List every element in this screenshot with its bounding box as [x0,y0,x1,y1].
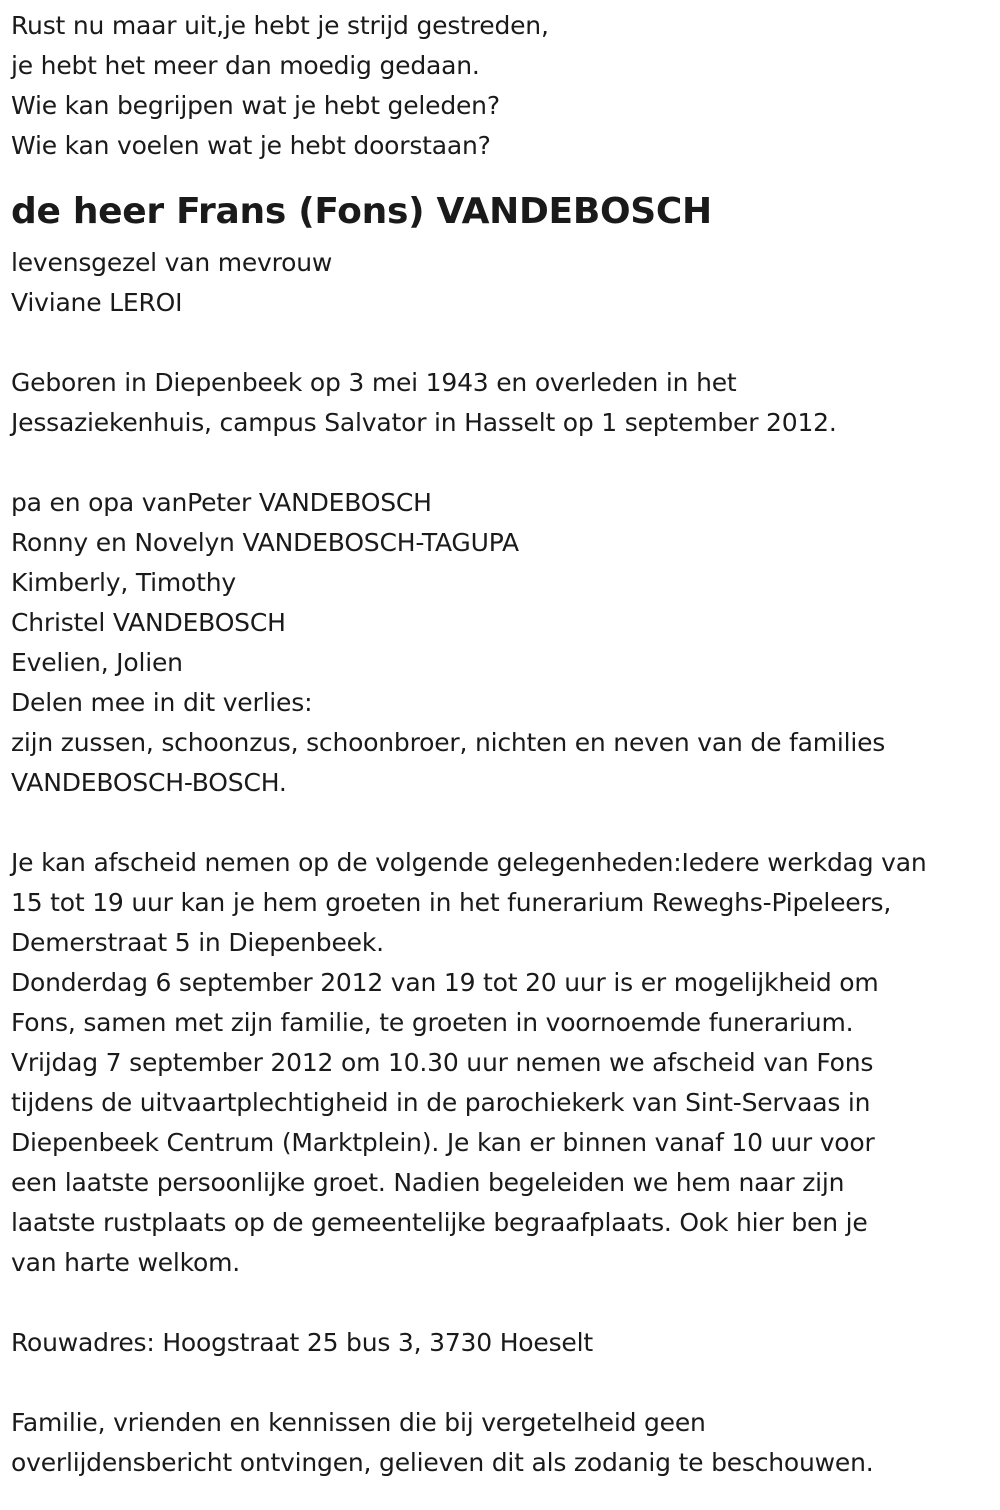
mourning-address: Rouwadres: Hoogstraat 25 bus 3, 3730 Hoeselt [11,1328,593,1357]
poem-line: je hebt het meer dan moedig gedaan. [11,51,480,80]
farewell-line: Demerstraat 5 in Diepenbeek. [11,928,384,957]
farewell-line: 15 tot 19 uur kan je hem groeten in het funerarium Reweghs-Pipeleers, [11,888,892,917]
poem-line: Rust nu maar uit,je hebt je strijd gestreden, [11,11,549,40]
partner-section [11,243,996,323]
family-line: Delen mee in dit verlies: [11,688,313,717]
farewell-line: Fons, samen met zijn familie, te groeten in voornoemde funerarium. [11,1008,854,1037]
spacer [11,1363,996,1403]
family-line: pa en opa vanPeter VANDEBOSCH [11,488,432,517]
birth-death-line: Jessaziekenhuis, campus Salvator in Hasselt op 1 september 2012. [11,408,837,437]
closing-line: overlijdensbericht ontvingen, gelieven dit als zodanig te beschouwen. [11,1448,874,1477]
partner-line: Viviane LEROI [11,288,183,317]
spacer [11,443,996,483]
poem-line: Wie kan voelen wat je hebt doorstaan? [11,131,491,160]
poem-section [11,6,996,166]
farewell-line: Donderdag 6 september 2012 van 19 tot 20 uur is er mogelijkheid om [11,968,879,997]
spacer [11,323,996,363]
family-line: Kimberly, Timothy [11,568,236,597]
obituary-document [11,6,996,1483]
birth-death-line: Geboren in Diepenbeek op 3 mei 1943 en overleden in het [11,368,737,397]
spacer [11,1283,996,1323]
farewell-line: Je kan afscheid nemen op de volgende gelegenheden:Iedere werkdag van [11,848,927,877]
farewell-line: laatste rustplaats op de gemeentelijke begraafplaats. Ook hier ben je [11,1208,868,1237]
poem-line: Wie kan begrijpen wat je hebt geleden? [11,91,500,120]
birth-death-section [11,363,996,443]
family-line: VANDEBOSCH-BOSCH. [11,768,287,797]
family-section [11,483,996,803]
closing-section [11,1403,996,1483]
family-line: Christel VANDEBOSCH [11,608,286,637]
deceased-name-heading: de heer Frans (Fons) VANDEBOSCH [11,191,712,232]
farewell-line: tijdens de uitvaartplechtigheid in de parochiekerk van Sint-Servaas in [11,1088,871,1117]
farewell-line: Vrijdag 7 september 2012 om 10.30 uur nemen we afscheid van Fons [11,1048,874,1077]
closing-line: Familie, vrienden en kennissen die bij vergetelheid geen [11,1408,706,1437]
farewell-line: van harte welkom. [11,1248,241,1277]
farewell-line: Diepenbeek Centrum (Marktplein). Je kan er binnen vanaf 10 uur voor [11,1128,875,1157]
family-line: zijn zussen, schoonzus, schoonbroer, nichten en neven van de families [11,728,886,757]
family-line: Evelien, Jolien [11,648,183,677]
family-line: Ronny en Novelyn VANDEBOSCH-TAGUPA [11,528,519,557]
farewell-line: een laatste persoonlijke groet. Nadien begeleiden we hem naar zijn [11,1168,845,1197]
farewell-section [11,843,996,1283]
partner-line: levensgezel van mevrouw [11,248,333,277]
spacer [11,803,996,843]
